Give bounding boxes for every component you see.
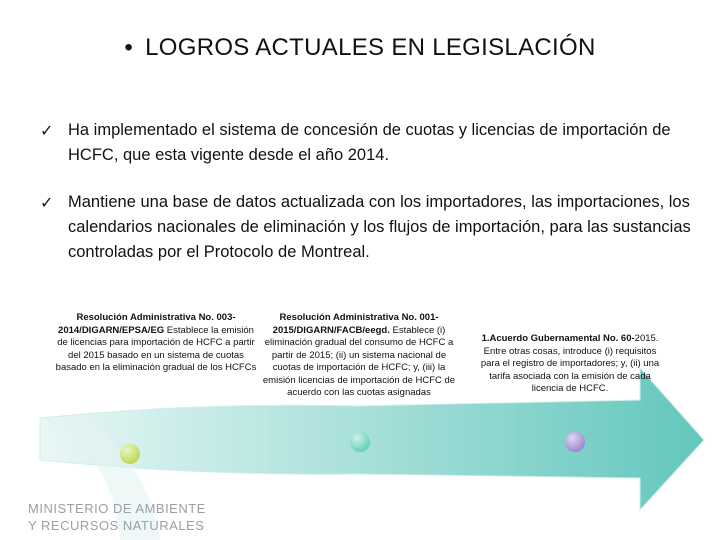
timeline-dot-shine-2 <box>350 432 370 452</box>
title-text: LOGROS ACTUALES EN LEGISLACIÓN <box>145 34 596 61</box>
title-bullet: • <box>124 34 134 61</box>
card-2-text: Establece (i) eliminación gradual del consumo de HCFC a partir de 2015; (ii) un sistema nacional de cuotas de importación de HCFC; y, (iii) la emisión licencias de importación de HCFC de acuerdo con las cuotas asignadas <box>262 324 456 398</box>
ministry-footer <box>28 500 206 534</box>
card-3-heading: 1.Acuerdo Gubernamental No. 60- <box>481 333 635 344</box>
card-2-heading: Resolución Administrativa No. 001-2015/DIGARN/FACB/eegd. <box>272 312 439 336</box>
footer-line-2: Y RECURSOS NATURALES <box>28 518 205 533</box>
timeline-dot-shine-3 <box>565 432 585 452</box>
footer-line-1: MINISTERIO DE AMBIENTE <box>28 501 206 516</box>
timeline-card-3 <box>475 333 665 396</box>
card-1-heading: Resolución Administrativa No. 003-2014/DIGARN/EPSA/EG <box>58 312 236 336</box>
timeline-card-1 <box>52 312 260 375</box>
achievement-text-2: Mantiene una base de datos actualizada con los importadores, las importaciones, los calendarios nacionales de eliminación y los flujos de importación, para las sustancias controladas por el Protocolo de Montreal. <box>68 193 691 261</box>
timeline-card-2 <box>262 312 456 400</box>
checkmark-icon: ✓ <box>40 121 54 140</box>
card-1-text: Establece la emisión de licencias para importación de HCFC a partir del 2015 basado en un sistema de cuotas basado en la eliminación gradual de los HCFCs <box>55 324 257 373</box>
timeline-dot-shine-1 <box>120 444 140 464</box>
card-3-text: 2015. Entre otras cosas, introduce (i) requisitos para el registro de importadores; y, (ii) una tarifa asociada con la emisión de cada licencia de HCFC. <box>480 333 660 394</box>
checkmark-icon: ✓ <box>40 193 54 212</box>
achievement-text-1: Ha implementado el sistema de concesión de cuotas y licencias de importación de HCFC, que esta vigente desde el año 2014. <box>68 121 671 164</box>
